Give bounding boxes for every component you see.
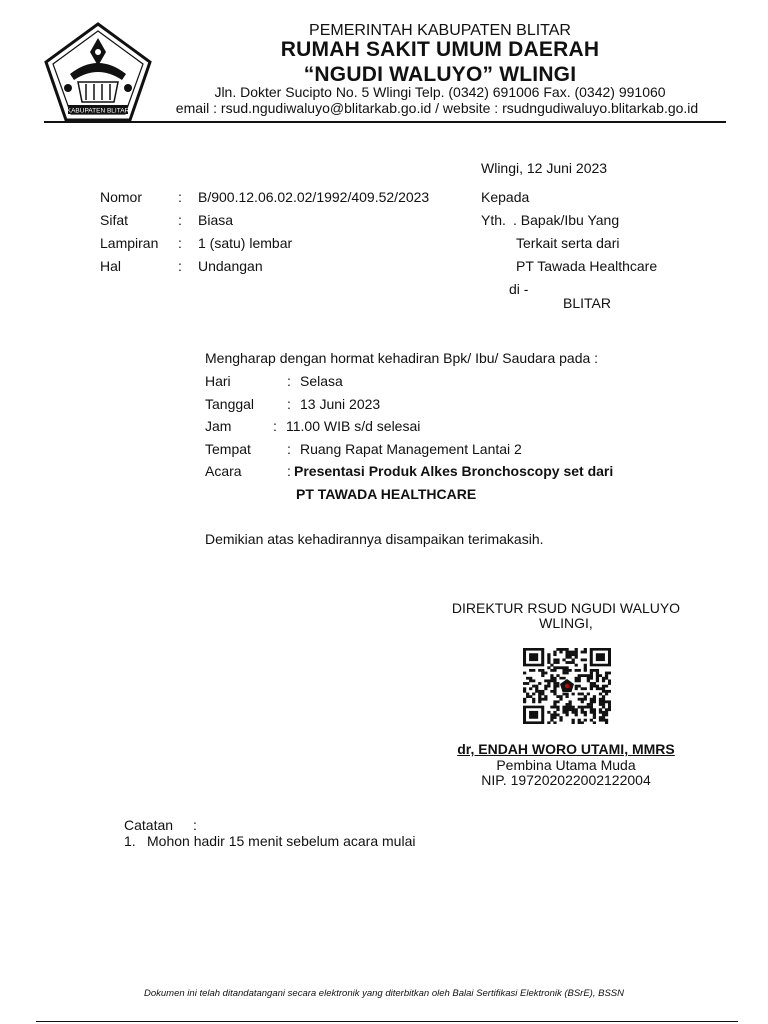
footer-note: Dokumen ini telah ditandatangani secara elektronik yang diterbitkan oleh Balai Sertifikasi Elektronik (BSrE), BSSN	[144, 988, 624, 999]
detail-sep: :	[273, 418, 277, 434]
signatory-name: dr, ENDAH WORO UTAMI, MMRS	[457, 741, 675, 757]
letterhead-address: Jln. Dokter Sucipto No. 5 Wlingi Telp. (0342) 691006 Fax. (0342) 991060	[214, 84, 666, 100]
detail-sep: :	[287, 463, 291, 479]
recipient-line3: PT Tawada Healthcare	[516, 258, 658, 274]
letterhead-hospital: RUMAH SAKIT UMUM DAERAH	[280, 38, 600, 61]
meta-value-nomor: B/900.12.06.02.02/1992/409.52/2023	[198, 189, 430, 205]
signatory-nip: NIP. 197202022002122004	[481, 772, 651, 788]
signature-title: DIREKTUR RSUD NGUDI WALUYO	[451, 600, 681, 616]
note-number: 1.	[124, 833, 136, 849]
detail-sep: :	[287, 396, 291, 412]
signatory-rank: Pembina Utama Muda	[496, 757, 636, 773]
detail-value-jam: 11.00 WIB s/d selesai	[286, 418, 421, 434]
recipient-city: BLITAR	[563, 295, 611, 311]
meta-label: Lampiran	[100, 235, 159, 251]
meta-sep: :	[178, 189, 182, 205]
note-text: Mohon hadir 15 menit sebelum acara mulai	[147, 833, 416, 849]
detail-value-tempat: Ruang Rapat Management Lantai 2	[300, 441, 522, 457]
kabupaten-blitar-logo	[44, 22, 152, 122]
detail-label: Jam	[205, 418, 232, 434]
letterhead-government: PEMERINTAH KABUPATEN BLITAR	[309, 22, 571, 39]
meta-sep: :	[178, 235, 182, 251]
notes-heading: Catatan	[124, 817, 174, 833]
meta-sep: :	[178, 258, 182, 274]
recipient-yth: Yth.	[481, 212, 506, 228]
letterhead-contact: email : rsud.ngudiwaluyo@blitarkab.go.id / website : rsudngudiwaluyo.blitarkab.go.id	[175, 100, 699, 116]
recipient-line2: Terkait serta dari	[516, 235, 620, 251]
detail-label: Tanggal	[205, 396, 255, 412]
detail-label: Acara	[205, 463, 242, 479]
detail-value-hari: Selasa	[300, 373, 343, 389]
meta-sep: :	[178, 212, 182, 228]
recipient-di: di -	[509, 281, 529, 297]
detail-sep: :	[287, 373, 291, 389]
letterhead-divider	[44, 121, 726, 123]
detail-sep: :	[287, 441, 291, 457]
recipient-line1: . Bapak/Ibu Yang	[513, 212, 620, 228]
detail-value-acara-line2: PT TAWADA HEALTHCARE	[296, 486, 477, 502]
body-intro: Mengharap dengan hormat kehadiran Bpk/ Ibu/ Saudara pada :	[205, 350, 599, 366]
detail-label: Hari	[205, 373, 231, 389]
notes-sep: :	[193, 817, 197, 833]
qr-code	[523, 648, 611, 724]
footer-divider	[36, 1021, 738, 1022]
letter-date: Wlingi, 12 Juni 2023	[481, 160, 608, 176]
detail-label: Tempat	[205, 441, 251, 457]
body-closing: Demikian atas kehadirannya disampaikan terimakasih.	[205, 531, 544, 547]
letterhead-hospital-name: “NGUDI WALUYO” WLINGI	[303, 63, 577, 86]
meta-label: Hal	[100, 258, 122, 274]
meta-value-lampiran: 1 (satu) lembar	[198, 235, 293, 251]
detail-value-acara: Presentasi Produk Alkes Bronchoscopy set dari	[294, 463, 614, 479]
recipient-kepada: Kepada	[481, 189, 530, 205]
logo-text: KABUPATEN BLITAR	[66, 107, 130, 115]
detail-value-tanggal: 13 Juni 2023	[300, 396, 381, 412]
meta-label: Nomor	[100, 189, 143, 205]
meta-label: Sifat	[100, 212, 129, 228]
meta-value-hal: Undangan	[198, 258, 263, 274]
signature-title-line2: WLINGI,	[539, 615, 593, 631]
meta-value-sifat: Biasa	[198, 212, 234, 228]
